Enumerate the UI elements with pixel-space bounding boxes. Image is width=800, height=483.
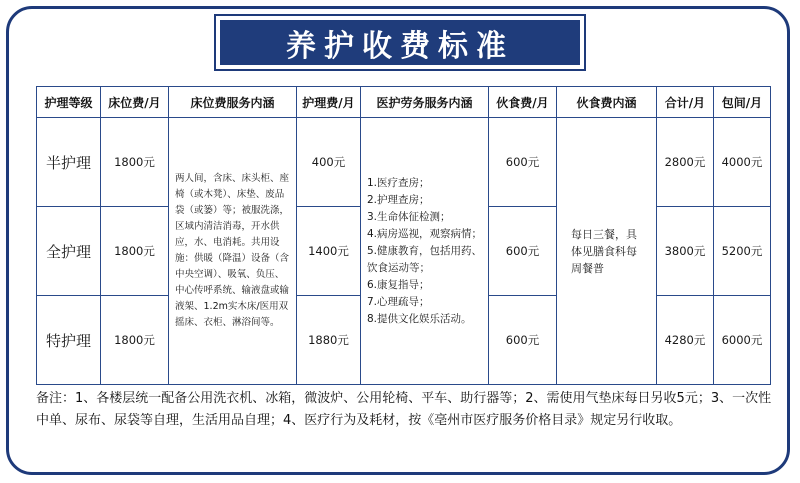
total-cell: 2800元	[657, 118, 714, 207]
header-cell: 医护劳务服务内涵	[361, 87, 489, 118]
nursing-fee-cell: 1880元	[297, 296, 361, 385]
page-title: 养护收费标准	[220, 20, 580, 65]
medical-service-item: 7.心理疏导；	[367, 295, 430, 308]
table-header-row	[37, 87, 771, 118]
header-cell: 床位费服务内涵	[169, 87, 297, 118]
header-cell: 护理等级	[37, 87, 101, 118]
footnote: 备注：1、各楼层统一配备公用洗衣机、冰箱，微波炉、公用轮椅、平车、助行器等；2、需使用气垫床每日另收5元；3、一次性中单、尿布、尿袋等自理，生活用品自理；4、医疗行为及耗材，按《亳州市医疗服务价格目录》规定另行收取。	[36, 391, 772, 428]
title-banner	[214, 14, 586, 71]
meal-fee-cell: 600元	[489, 207, 557, 296]
medical-service-item: 3.生命体征检测；	[367, 210, 451, 223]
header-cell: 床位费/月	[101, 87, 169, 118]
grade-cell: 全护理	[37, 207, 101, 296]
private-room-cell: 4000元	[714, 118, 771, 207]
nursing-fee-cell: 400元	[297, 118, 361, 207]
private-room-cell: 6000元	[714, 296, 771, 385]
meal-fee-cell: 600元	[489, 296, 557, 385]
medical-service-item: 1.医疗查房；	[367, 176, 430, 189]
grade-cell: 特护理	[37, 296, 101, 385]
header-cell: 护理费/月	[297, 87, 361, 118]
medical-service-content	[361, 118, 489, 385]
bed-fee-cell: 1800元	[101, 207, 169, 296]
header-cell: 伙食费/月	[489, 87, 557, 118]
total-cell: 3800元	[657, 207, 714, 296]
meal-content: 每日三餐，具体见膳食科每周餐普	[557, 118, 657, 385]
header-cell: 合计/月	[657, 87, 714, 118]
grade-cell: 半护理	[37, 118, 101, 207]
bed-fee-cell: 1800元	[101, 296, 169, 385]
header-cell: 包间/月	[714, 87, 771, 118]
private-room-cell: 5200元	[714, 207, 771, 296]
bed-fee-cell: 1800元	[101, 118, 169, 207]
medical-service-item: 5.健康教育，包括用药、	[367, 244, 483, 257]
nursing-fee-cell: 1400元	[297, 207, 361, 296]
total-cell: 4280元	[657, 296, 714, 385]
medical-service-item: 4.病房巡视，观察病情；	[367, 227, 483, 240]
meal-fee-cell: 600元	[489, 118, 557, 207]
medical-service-item: 8.提供文化娱乐活动。	[367, 312, 472, 325]
header-cell: 伙食费内涵	[557, 87, 657, 118]
medical-service-item: 2.护理查房；	[367, 193, 430, 206]
medical-service-item: 6.康复指导；	[367, 278, 430, 291]
table-row	[37, 118, 771, 207]
medical-service-item: 饮食运动等；	[367, 261, 430, 274]
bed-service-content: 两人间，含床、床头柜、座椅（或木凳）、床垫、废品袋（或篓）等；被服洗涤，区域内清洁消毒，开水供应，水、电消耗。共用设施：供暖（降温）设备（含中央空调）、吸氧、负压、中心传呼系统、输液盘或输液架、1.2m实木床/医用双摇床、衣柜、淋浴间等。	[169, 118, 297, 385]
fee-table	[36, 86, 771, 385]
